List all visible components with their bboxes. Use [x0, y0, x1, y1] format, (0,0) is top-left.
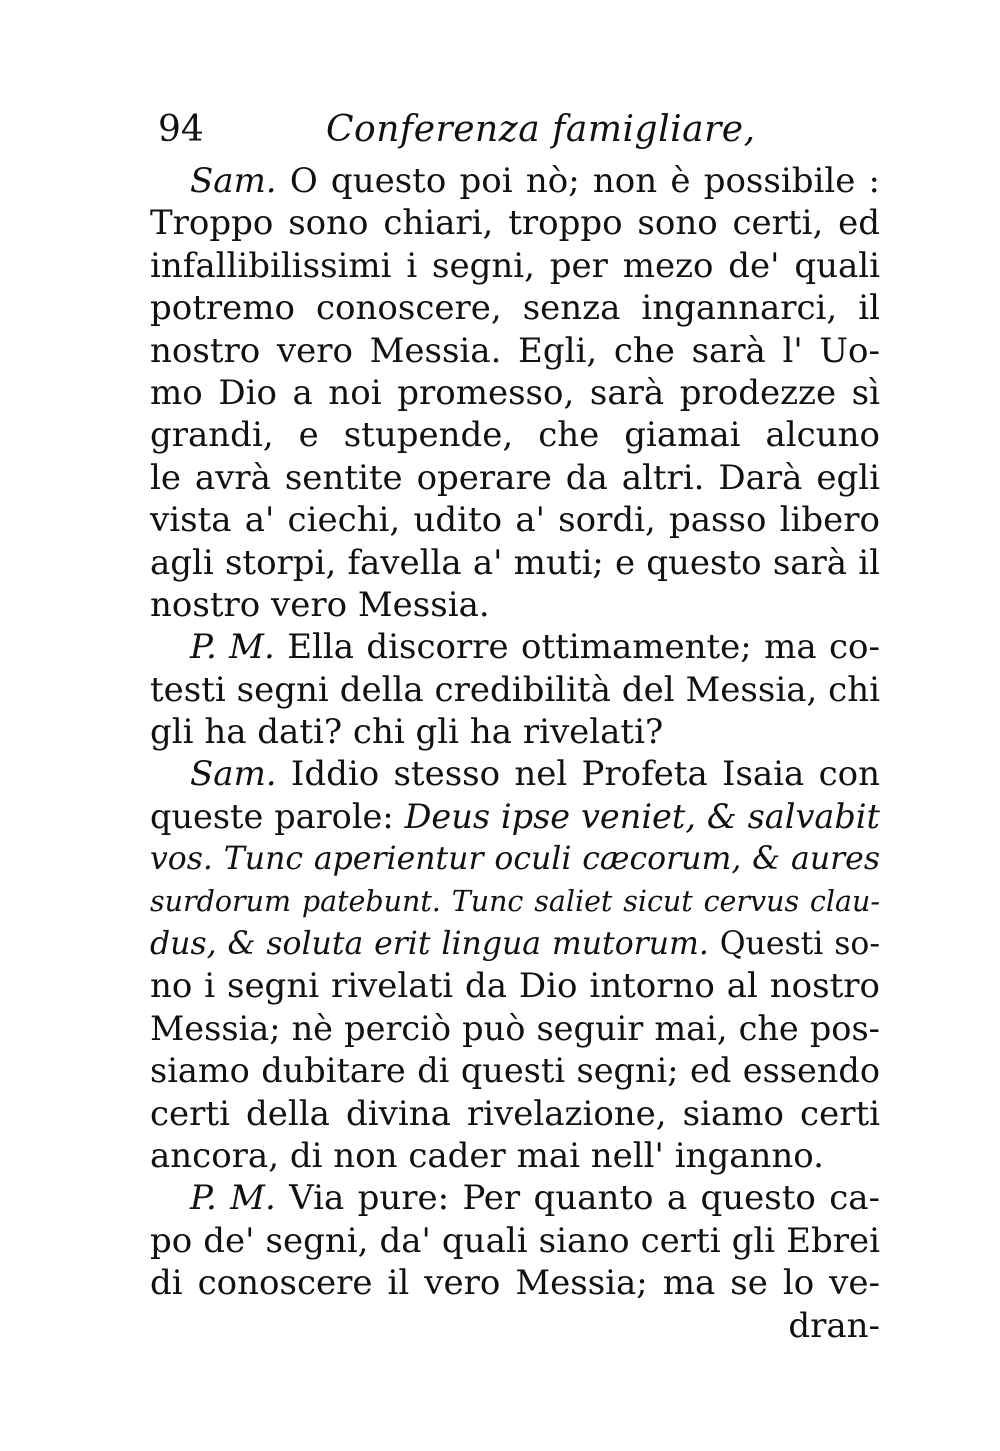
- roman-text: queste parole:: [150, 796, 405, 836]
- roman-text: grandi, e stupende, che giamai alcuno: [150, 415, 880, 456]
- roman-text: dran-: [788, 1305, 880, 1346]
- italic-text: Sam.: [190, 161, 277, 201]
- text-line: [150, 245, 880, 287]
- roman-text: nostro vero Messia. Egli, che sarà l' Uo-: [150, 330, 880, 371]
- roman-text: Ella discorre ottimamente; ma co-: [274, 627, 880, 668]
- roman-text: le avrà sentite operare da altri. Darà egli: [150, 457, 880, 498]
- text-line: [150, 669, 880, 711]
- text-line: [150, 965, 880, 1007]
- page-number: 94: [158, 109, 204, 150]
- roman-text: no i segni rivelati da Dio intorno al nostro: [150, 966, 880, 1007]
- text-line: [150, 838, 880, 880]
- roman-text: Troppo sono chiari, troppo sono certi, ed: [150, 203, 880, 244]
- text-line: [150, 711, 880, 753]
- italic-text: dus, & soluta erit lingua mutorum.: [150, 926, 709, 963]
- roman-text: agli storpi, favella a' muti; e questo sarà il: [150, 542, 880, 583]
- roman-text: Messia; nè perciò può seguir mai, che pos-: [150, 1008, 880, 1048]
- text-line: [150, 457, 880, 499]
- text-line: [150, 881, 880, 923]
- roman-text: Iddio stesso nel Profeta Isaia con: [276, 754, 880, 795]
- text-line: [150, 414, 880, 456]
- text-line: [150, 1050, 880, 1092]
- roman-text: Via pure: Per quanto a questo ca-: [275, 1178, 880, 1219]
- text-line: [150, 1008, 880, 1050]
- text-line: [150, 1305, 880, 1347]
- text-line: [150, 1220, 880, 1262]
- text-line: [150, 584, 880, 626]
- roman-text: vista a' ciechi, udito a' sordi, passo libero: [150, 500, 880, 541]
- roman-text: certi della divina rivelazione, siamo certi: [150, 1093, 880, 1134]
- roman-text: ancora, di non cader mai nell' inganno.: [150, 1135, 824, 1176]
- text-line: [150, 202, 880, 244]
- running-head: [150, 100, 880, 160]
- running-title: Conferenza famigliare,: [326, 109, 756, 150]
- text-line: [150, 287, 880, 329]
- roman-text: nostro vero Messia.: [150, 584, 490, 625]
- text-line: [150, 796, 880, 838]
- text-line: [150, 923, 880, 965]
- italic-text: vos. Tunc aperientur oculi cæcorum, & aures: [150, 841, 880, 878]
- roman-text: potremo conoscere, senza ingannarci, il: [150, 288, 880, 329]
- roman-text: siamo dubitare di questi segni; ed essendo: [150, 1051, 880, 1091]
- text-line: [150, 330, 880, 372]
- text-line: [150, 372, 880, 414]
- roman-text: O questo poi nò; non è possibile :: [276, 161, 880, 201]
- italic-text: surdorum patebunt. Tunc saliet sicut cervus clau-: [150, 884, 880, 918]
- text-line: [150, 1177, 880, 1219]
- roman-text: mo Dio a noi promesso, sarà prodezze sì: [150, 372, 880, 413]
- roman-text: po de' segni, da' quali siano certi gli Ebrei: [150, 1220, 880, 1261]
- italic-text: Deus ipse veniet, & salvabit: [404, 796, 880, 836]
- book-page: [150, 100, 880, 1347]
- text-line: [150, 160, 880, 202]
- text-line: [150, 1093, 880, 1135]
- roman-text: di conoscere il vero Messia; ma se lo ve-: [150, 1263, 880, 1304]
- roman-text: testi segni della credibilità del Messia, chi: [150, 669, 880, 710]
- text-line: [150, 753, 880, 795]
- italic-text: P. M.: [190, 627, 275, 668]
- roman-text: infallibilissimi i segni, per mezo de' quali: [150, 245, 880, 286]
- text-line: [150, 1262, 880, 1304]
- roman-text: gli ha dati? chi gli ha rivelati?: [150, 712, 664, 753]
- roman-text: Questi so-: [708, 926, 880, 963]
- body-text: [150, 160, 880, 1347]
- italic-text: P. M.: [190, 1178, 276, 1219]
- text-line: [150, 1135, 880, 1177]
- text-line: [150, 499, 880, 541]
- text-line: [150, 626, 880, 668]
- italic-text: Sam.: [190, 754, 277, 795]
- text-line: [150, 542, 880, 584]
